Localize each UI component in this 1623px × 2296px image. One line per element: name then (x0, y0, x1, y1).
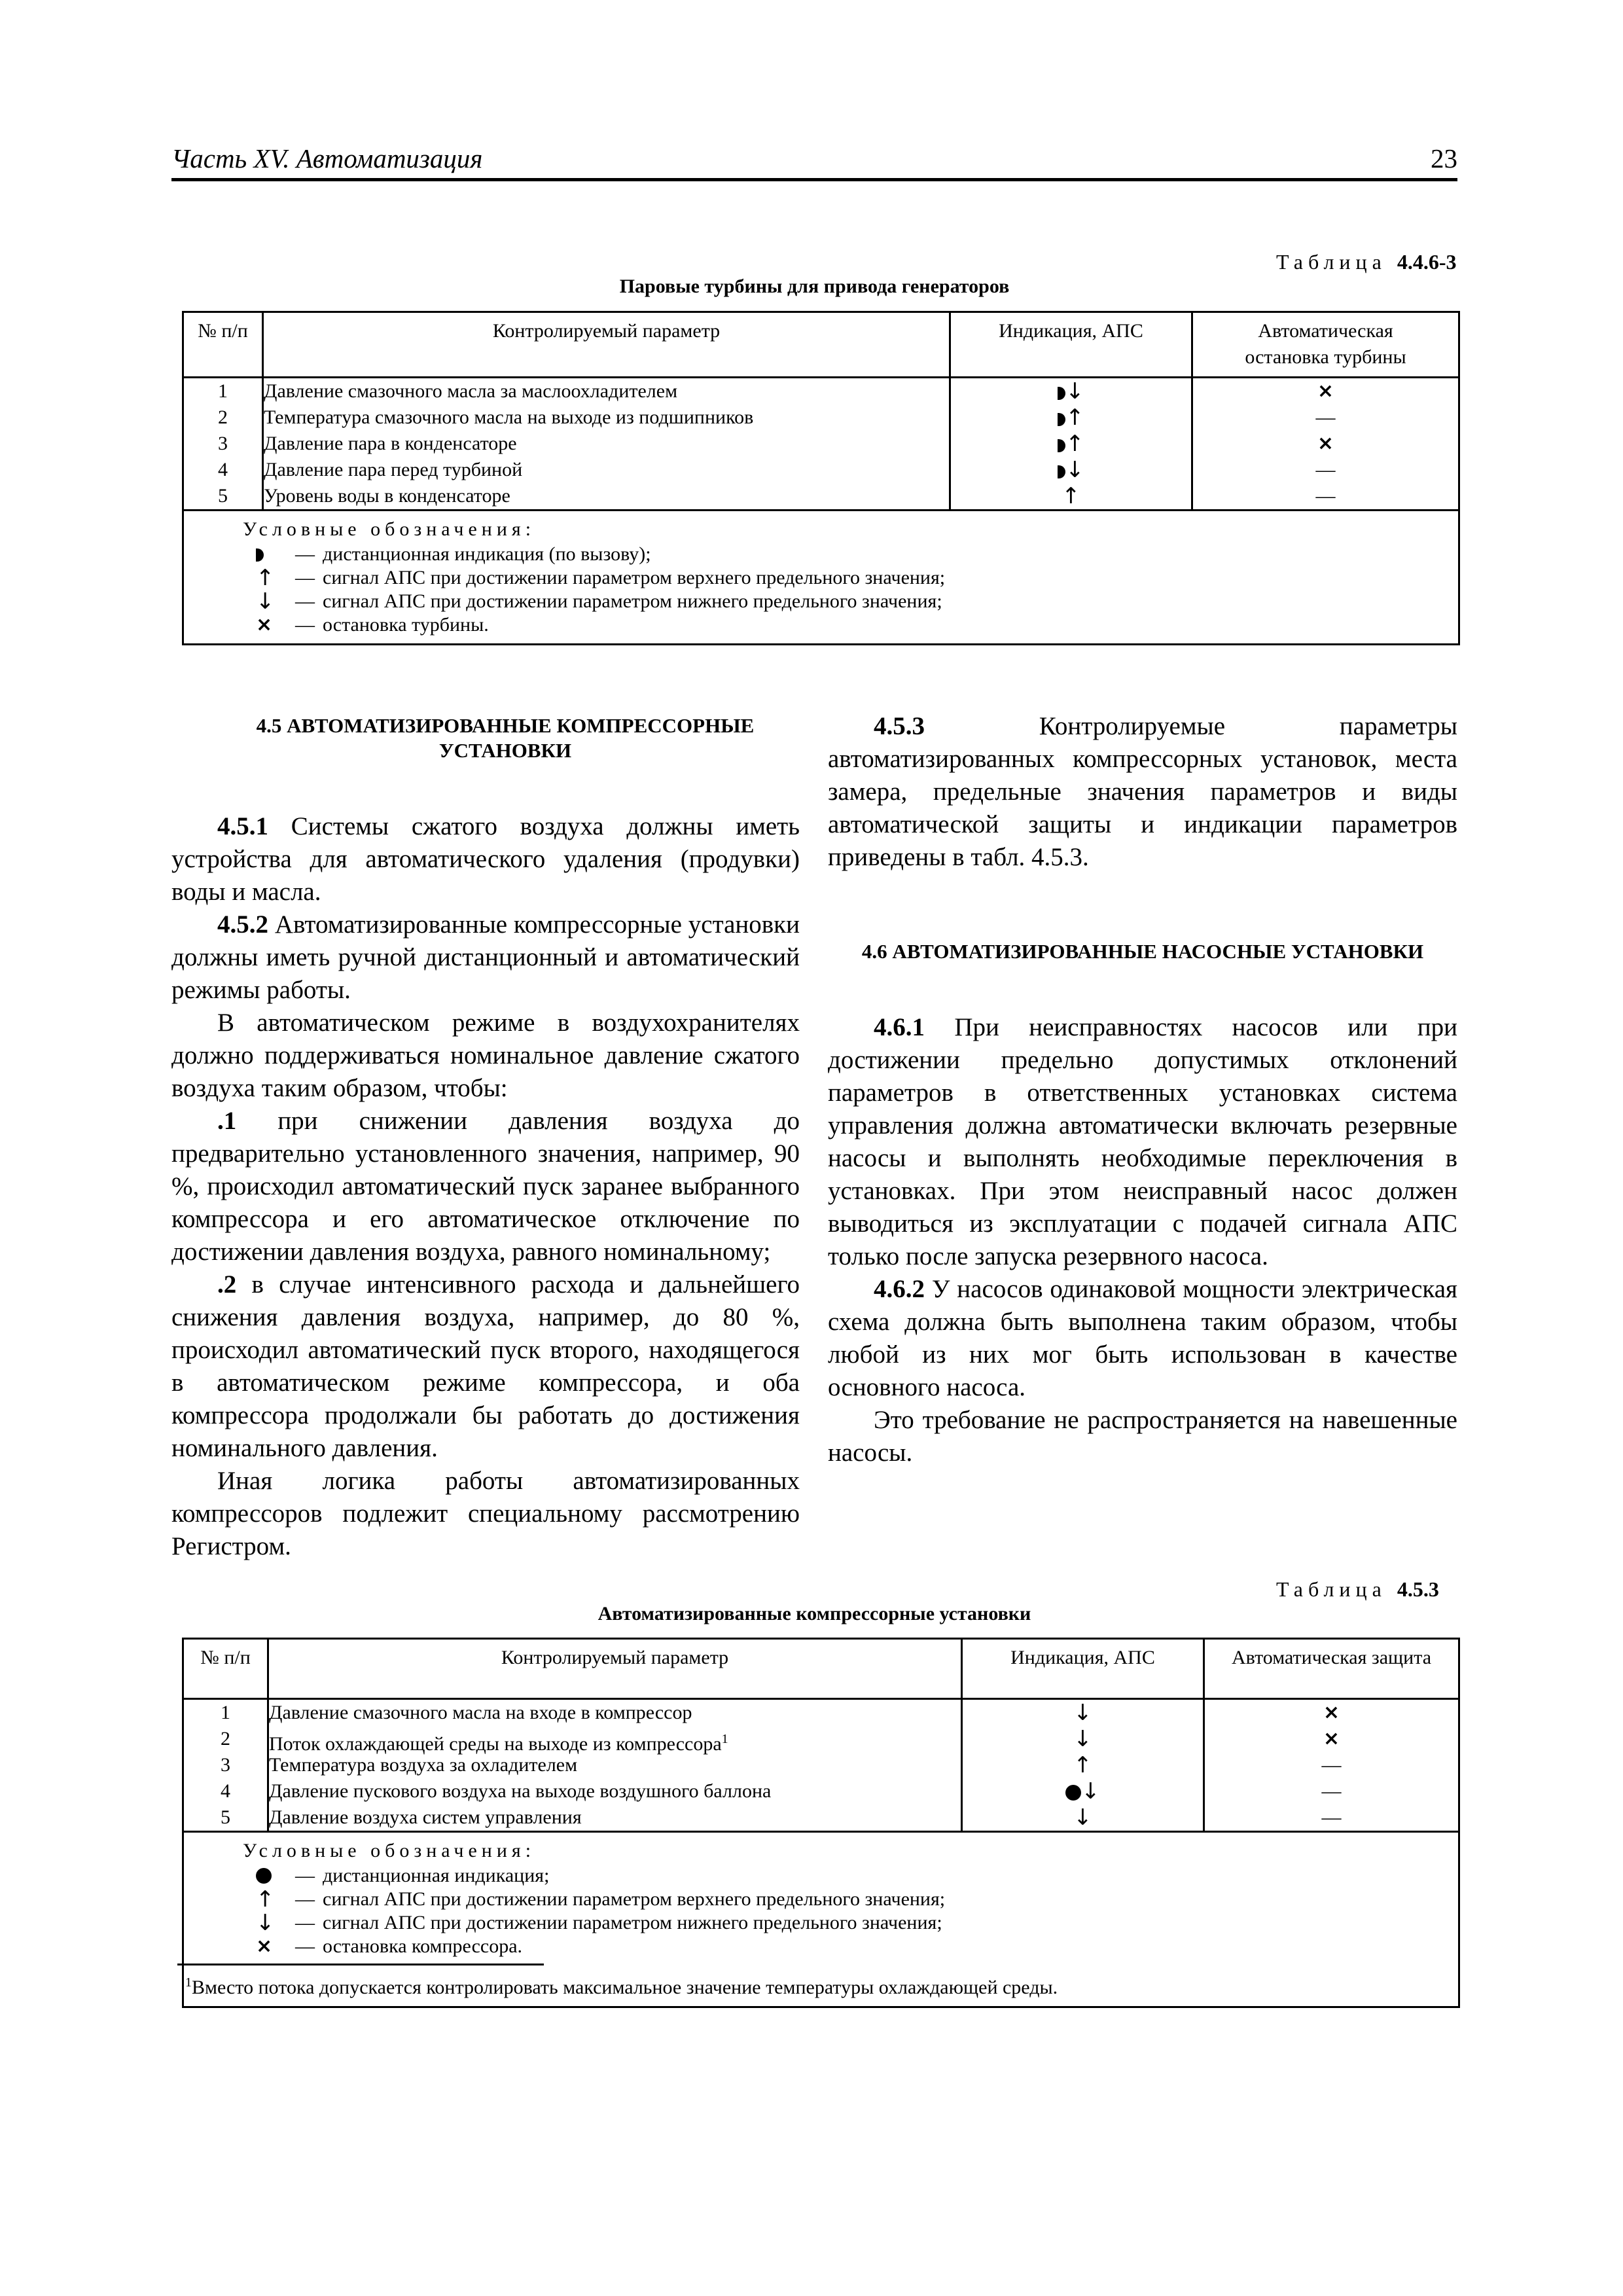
paragraph-item-1 (171, 1105, 800, 1268)
legend-item: — дистанционная индикация; (243, 1864, 1458, 1888)
legend-text: сигнал АПС при достижении параметром нижнего предельного значения; (323, 1912, 942, 1933)
item-number: .1 (217, 1107, 237, 1135)
footnote-text: Вместо потока допускается контролировать максимальное значение температуры охлаждающей среды. (192, 1977, 1058, 1998)
table-cell: 3 (218, 433, 228, 454)
table1-header-stop: Автоматическая остановка турбины (1192, 312, 1459, 378)
table-cell: Уровень воды в конденсаторе (264, 485, 510, 507)
clause-number: 4.6.2 (874, 1275, 925, 1303)
legend-title: Условные обозначения: (243, 518, 536, 540)
legend-item: ↓ — сигнал АПС при достижении параметром нижнего предельного значения; (243, 1911, 1458, 1935)
table2-header-prot: Автоматическая защита (1204, 1639, 1459, 1699)
dot-icon (256, 1868, 272, 1884)
table-cell: × (1317, 380, 1334, 403)
table-cell: 3 (221, 1754, 230, 1776)
table2-col-num (183, 1699, 268, 1832)
half-circle-icon (1058, 413, 1065, 426)
table1-header-param: Контролируемый параметр (263, 312, 950, 378)
table2-title: Автоматизированные компрессорные установки (597, 1603, 1031, 1624)
table-cell (963, 1804, 1203, 1831)
page-number: 23 (1431, 143, 1457, 173)
table-cell: Давление смазочного масла на входе в компрессор (269, 1702, 692, 1723)
table-cell (951, 378, 1191, 404)
arrow-down-icon: ↓ (256, 1910, 275, 1936)
clause-number: 4.6.1 (874, 1013, 925, 1041)
footnote-ref: 1 (721, 1732, 728, 1746)
table2-col-prot (1204, 1699, 1459, 1832)
footnote-mark: 1 (185, 1975, 192, 1990)
table2-label-word: Таблица (1276, 1577, 1387, 1601)
table-cell: × (1317, 432, 1334, 455)
legend-text: сигнал АПС при достижении параметром верхнего предельного значения; (323, 1888, 946, 1910)
table2-header-param: Контролируемый параметр (268, 1639, 962, 1699)
table-cell (951, 483, 1191, 509)
paragraph-text: Автоматизированные компрессорные установки должны иметь ручной дистанционный и автоматический режимы работы. (171, 910, 800, 1004)
table-cell: Давление смазочного масла за маслоохладителем (264, 380, 678, 402)
arrow-up-icon: ↑ (1065, 431, 1084, 457)
paragraph-4-5-1 (171, 810, 800, 908)
table1 (182, 311, 1460, 645)
legend-item: ↑ — сигнал АПС при достижении параметром верхнего предельного значения; (243, 566, 1458, 590)
paragraph-text: Системы сжатого воздуха должны иметь устройства для автоматического удаления (продувки) воды и масла. (171, 812, 800, 906)
table-cell (963, 1700, 1203, 1726)
half-circle-icon (1058, 387, 1065, 400)
table1-col-param (263, 378, 950, 511)
paragraph-text: при снижении давления воздуха до предварительно установленного значения, например, 90 %, происходил автоматический пуск заранее выбранного компрессора и его автоматическое отключение по достижении давления воздуха, равного номинальному; (171, 1107, 800, 1266)
table-cell: × (1323, 1727, 1340, 1750)
table-cell: — (1315, 459, 1336, 480)
paragraph-text: У насосов одинаковой мощности электрическая схема должна быть выполнена таким образом, чтобы любой из них мог быть использован в качестве основного насоса. (828, 1275, 1457, 1401)
table2-footnote (185, 1971, 1458, 2000)
table-cell: 4 (221, 1780, 230, 1802)
table2-header-num: № п/п (183, 1639, 268, 1699)
cell-text: Поток охлаждающей среды на выходе из компрессора (269, 1733, 722, 1755)
table2 (182, 1638, 1460, 2008)
footnote-rule (177, 1964, 544, 1965)
table-cell: Давление пускового воздуха на выходе воздушного баллона (269, 1780, 772, 1802)
table-cell: Давление пара перед турбиной (264, 459, 523, 480)
table-cell (951, 431, 1191, 457)
arrow-down-icon: ↓ (1073, 1726, 1092, 1752)
table1-header-num: № п/п (183, 312, 263, 378)
arrow-up-icon: ↑ (256, 565, 275, 591)
clause-number: 4.5.3 (874, 712, 925, 740)
table1-title: Паровые турбины для привода генераторов (619, 276, 1010, 297)
clause-number: 4.5.1 (217, 812, 268, 840)
arrow-down-icon: ↓ (1065, 378, 1084, 404)
table-cell (951, 457, 1191, 483)
legend-item: × — остановка компрессора. (243, 1935, 1458, 1958)
table-cell: 2 (218, 406, 228, 428)
table2-col-ind (962, 1699, 1204, 1832)
section-heading-4-5: 4.5 АВТОМАТИЗИРОВАННЫЕ КОМПРЕССОРНЫЕ УСТАНОВКИ (256, 714, 755, 762)
legend-item: ↓ — сигнал АПС при достижении параметром нижнего предельного значения; (243, 590, 1458, 613)
arrow-down-icon: ↓ (1081, 1778, 1100, 1804)
table1-col-stop (1192, 378, 1459, 511)
arrow-up-icon: ↑ (1065, 404, 1084, 431)
paragraph-exception: Это требование не распространяется на навешенные насосы. (828, 1406, 1457, 1467)
table1-col-ind (950, 378, 1192, 511)
table2-label (1276, 1577, 1439, 1602)
legend-text: остановка компрессора. (323, 1935, 523, 1957)
running-header (171, 140, 1457, 181)
right-column (828, 710, 1457, 1469)
paragraph-4-5-3 (828, 710, 1457, 874)
table-cell: — (1321, 1780, 1342, 1802)
paragraph-item-2 (171, 1268, 800, 1465)
table2-header-ind: Индикация, АПС (962, 1639, 1204, 1699)
table-cell: 5 (218, 485, 228, 507)
legend-text: сигнал АПС при достижении параметром верхнего предельного значения; (323, 567, 946, 588)
table-cell: Температура смазочного масла на выходе из подшипников (264, 406, 754, 428)
legend-item: × — остановка турбины. (243, 613, 1458, 637)
table-cell: 1 (221, 1702, 230, 1723)
table-cell: 4 (218, 459, 228, 480)
half-circle-icon (1058, 439, 1065, 452)
table1-legend (183, 511, 1459, 645)
table-cell: Температура воздуха за охладителем (269, 1754, 578, 1776)
legend-text: остановка турбины. (323, 614, 489, 636)
paragraph-text: Контролируемые параметры автоматизированных компрессорных установок, места замера, предельные значения параметров и виды автоматической защиты и индикации параметров приведены в табл. 4.5.3. (828, 712, 1457, 871)
dot-icon (1065, 1785, 1081, 1801)
half-circle-icon (1058, 465, 1065, 478)
arrow-up-icon: ↑ (1061, 483, 1080, 509)
left-column (171, 713, 800, 1563)
table-cell: 1 (218, 380, 228, 402)
table1-header-ind: Индикация, АПС (950, 312, 1192, 378)
arrow-down-icon: ↓ (1073, 1700, 1092, 1726)
running-header-title: Часть XV. Автоматизация (171, 143, 483, 173)
table1-label-word: Таблица (1276, 250, 1387, 274)
arrow-down-icon: ↓ (256, 588, 275, 615)
arrow-up-icon: ↑ (256, 1886, 275, 1912)
table-cell: — (1315, 485, 1336, 507)
paragraph-text: При неисправностях насосов или при достижении предельно допустимых отклонений параметров в ответственных установках система управления должна автоматически включать резервные насосы и выполнять необходимые переключения в установках. При этом неисправный насос должен выводиться из эксплуатации с подачей сигнала АПС только после запуска резервного насоса. (828, 1013, 1458, 1270)
paragraph-other-logic: Иная логика работы автоматизированных компрессоров подлежит специальному рассмотрению Регистром. (171, 1467, 800, 1560)
half-circle-icon (256, 548, 264, 562)
section-heading-4-6: 4.6 АВТОМАТИЗИРОВАННЫЕ НАСОСНЫЕ УСТАНОВКИ (861, 940, 1424, 963)
clause-number: 4.5.2 (217, 910, 268, 939)
legend-item: — дистанционная индикация (по вызову); (243, 543, 1458, 566)
table-cell: — (1321, 1754, 1342, 1776)
table-cell: 2 (221, 1728, 230, 1749)
table-cell (963, 1778, 1203, 1804)
legend-text: сигнал АПС при достижении параметром нижнего предельного значения; (323, 590, 942, 612)
table2-legend (183, 1832, 1459, 2007)
table-cell: — (1321, 1806, 1342, 1828)
paragraph-text: в случае интенсивного расхода и дальнейшего снижения давления воздуха, например, до 80 %, происходил автоматический пуск второго, находящегося в автоматическом режиме компрессора, и оба компрессора продолжали бы работать до достижения номинального давления. (171, 1270, 800, 1462)
table-cell: — (1315, 406, 1336, 428)
table-cell (963, 1752, 1203, 1778)
item-number: .2 (217, 1270, 237, 1299)
table1-col-num (183, 378, 263, 511)
legend-text: дистанционная индикация (по вызову); (323, 543, 651, 565)
table2-col-param (268, 1699, 962, 1832)
legend-text: дистанционная индикация; (323, 1865, 550, 1886)
cross-icon: × (256, 613, 273, 636)
table1-label (1276, 250, 1457, 274)
arrow-down-icon: ↓ (1073, 1804, 1092, 1831)
arrow-down-icon: ↓ (1065, 457, 1084, 483)
table-cell: × (1323, 1701, 1340, 1724)
legend-item: ↑ — сигнал АПС при достижении параметром верхнего предельного значения; (243, 1888, 1458, 1911)
paragraph-4-6-2 (828, 1273, 1457, 1404)
table-cell: Давление воздуха систем управления (269, 1806, 582, 1828)
table-cell (951, 404, 1191, 431)
table-cell: 5 (221, 1806, 230, 1828)
table2-label-number: 4.5.3 (1397, 1577, 1439, 1601)
legend-title: Условные обозначения: (243, 1840, 536, 1861)
cross-icon: × (256, 1935, 273, 1958)
table-cell (963, 1726, 1203, 1752)
arrow-up-icon: ↑ (1073, 1752, 1092, 1778)
table1-label-number: 4.4.6-3 (1397, 250, 1457, 274)
paragraph-4-5-2 (171, 908, 800, 1007)
table-cell (269, 1726, 961, 1755)
paragraph-auto-mode: В автоматическом режиме в воздухохранителях должно поддерживаться номинальное давление сжатого воздуха таким образом, чтобы: (171, 1009, 800, 1102)
table-cell: Давление пара в конденсаторе (264, 433, 517, 454)
paragraph-4-6-1 (828, 1011, 1457, 1273)
